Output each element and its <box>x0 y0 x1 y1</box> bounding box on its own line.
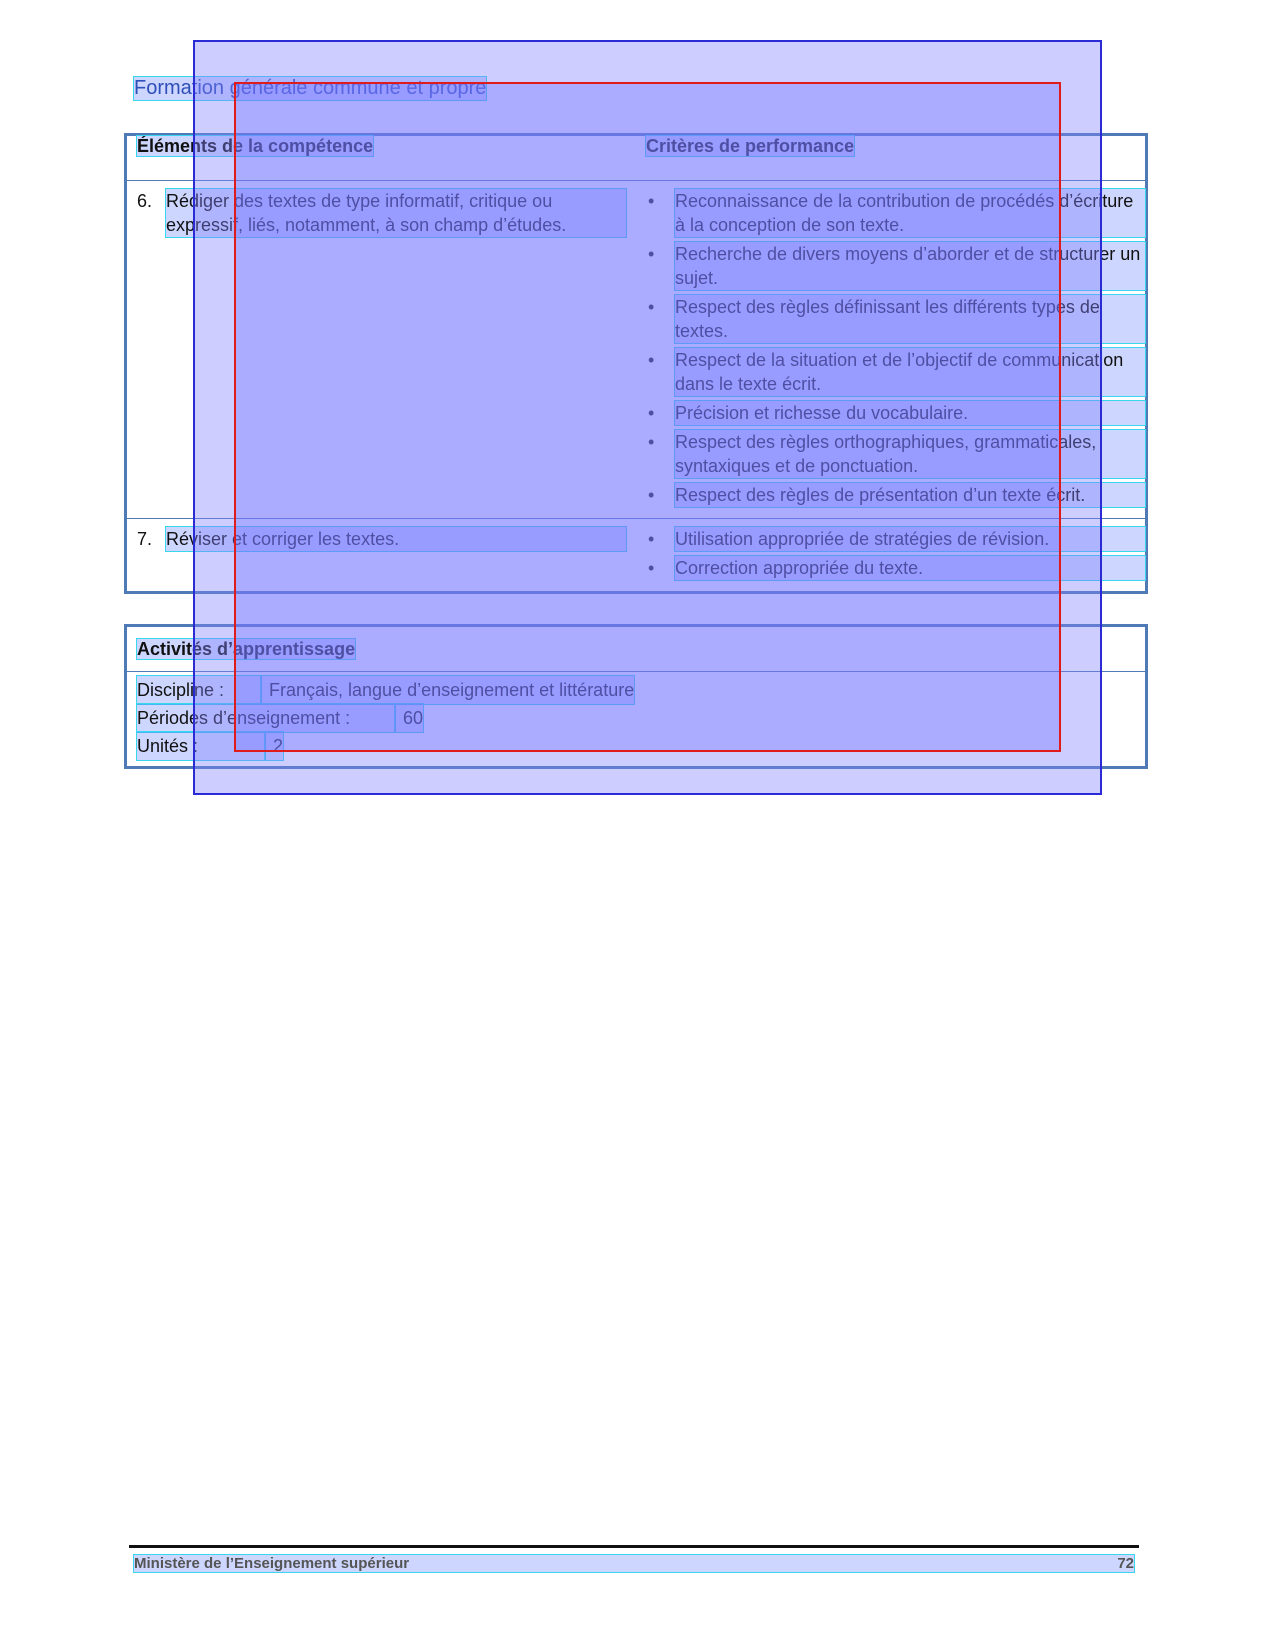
page-number: 72 <box>1117 1555 1134 1572</box>
criterion-text: Respect des règles orthographiques, grammaticales, syntaxiques et de ponctuation. <box>675 430 1145 478</box>
criterion-text: Recherche de divers moyens d’aborder et de structurer un sujet. <box>675 242 1145 290</box>
section-title: Formation générale commune et propre <box>134 77 487 99</box>
criterion-text: Reconnaissance de la contribution de procédés d’écriture à la conception de son texte. <box>675 189 1145 237</box>
activities-header: Activités d’apprentissage <box>137 638 356 659</box>
elements-header: Éléments de la compétence <box>137 136 374 156</box>
unites-value: 2 <box>265 732 283 760</box>
bullet-icon: • <box>648 297 655 317</box>
criterion-text: Respect des règles définissant les différents types de textes. <box>675 295 1145 343</box>
criterion-text: Respect de la situation et de l’objectif de communication dans le texte écrit. <box>675 348 1145 396</box>
bullet-icon: • <box>648 350 655 370</box>
criterion-text: Correction appropriée du texte. <box>675 556 1145 580</box>
bullet-icon: • <box>648 244 655 264</box>
bullet-icon: • <box>648 403 655 423</box>
bullet-icon: • <box>648 432 655 452</box>
bullet-icon: • <box>648 485 655 505</box>
discipline-label: Discipline : <box>137 676 261 704</box>
bullet-icon: • <box>648 529 655 549</box>
bullet-icon: • <box>648 191 655 211</box>
discipline-value: Français, langue d’enseignement et littérature <box>261 676 634 704</box>
criterion-text: Utilisation appropriée de stratégies de révision. <box>675 527 1145 551</box>
annotation-box-inner <box>234 82 1061 752</box>
element-text: Rédiger des textes de type informatif, critique ou expressif, liés, notamment, à son champ d’études. <box>166 189 626 237</box>
element-number: 6. <box>137 191 153 211</box>
page-footer <box>134 1555 1134 1572</box>
element-text: Réviser et corriger les textes. <box>166 527 626 551</box>
periodes-label: Périodes d’enseignement : <box>137 704 395 732</box>
element-number: 7. <box>137 529 153 549</box>
criterion-text: Respect des règles de présentation d’un texte écrit. <box>675 483 1145 507</box>
bullet-icon: • <box>648 558 655 578</box>
footer-ministry: Ministère de l’Enseignement supérieur <box>134 1555 410 1572</box>
criterion-text: Précision et richesse du vocabulaire. <box>675 401 1145 425</box>
criteria-header: Critères de performance <box>646 136 855 156</box>
periodes-value: 60 <box>395 704 423 732</box>
unites-label: Unités : <box>137 732 265 760</box>
footer-divider <box>129 1545 1139 1548</box>
